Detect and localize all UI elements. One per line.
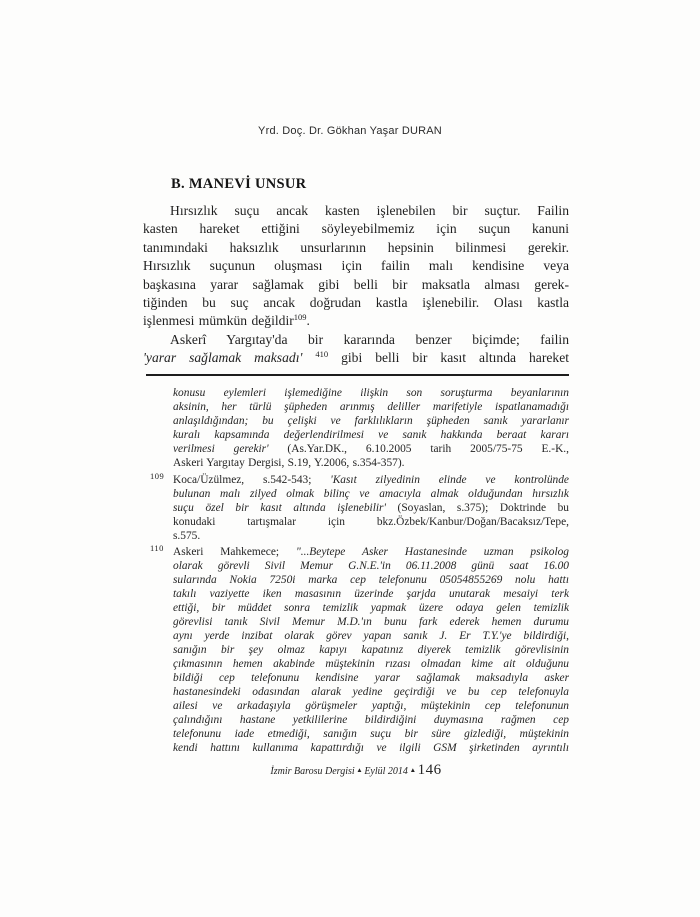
text-line (173, 545, 569, 559)
text-line (173, 699, 569, 713)
footnote-separator (146, 374, 569, 376)
text-line (173, 741, 569, 755)
text-run: telefonunu iade etmediği, sanığın suçu bir süre gizlediği, müştekinin (173, 728, 569, 740)
text-line (173, 643, 569, 657)
body-text (143, 202, 569, 368)
text-run: suçu özel bir kasıt altında işlenebilir' (173, 501, 386, 514)
text-run: 'yarar sağlamak maksadı' (143, 350, 303, 366)
footnote-item (150, 386, 569, 470)
text-line (143, 239, 569, 257)
text-run: Hırsızlık suçu ancak kasten işlenebilen bir suçtur. Failin (170, 203, 569, 218)
text-run: tanımındaki haksızlık unsurlarının hepsinin bilinmesi gerekir. (143, 239, 569, 255)
text-run: aksinin, her türlü şüpheden arınmış deliller marifetiyle ispatlanamadığı (173, 401, 569, 413)
section-heading: B. MANEVİ UNSUR (171, 176, 307, 192)
text-run: . (306, 313, 310, 329)
text-run: Askeri Yargıtay Dergisi, S.19, Y.2006, s.354-357). (173, 457, 405, 469)
triangle-icon: ▲ (407, 767, 418, 774)
triangle-icon: ▲ (354, 767, 365, 774)
text-line (173, 573, 569, 587)
text-run: konudaki tartışmalar için bkz.Özbek/Kanbur/Doğan/Bacaksız/Tepe, (173, 515, 569, 528)
text-run: verilmesi gerekir' (173, 443, 269, 455)
text-run: işlenmesi mümkün değildir (143, 313, 294, 329)
text-line (173, 456, 569, 470)
text-run: (Soyaslan, s.375); Doktrinde bu (385, 501, 569, 514)
footnotes-section (150, 386, 569, 758)
page-number: 146 (417, 762, 442, 778)
text-line (173, 713, 569, 727)
text-run: Askeri Mahkemece; (173, 546, 296, 558)
text-run: bulunan malı zilyed olmak bilinç ve amacıyla almak olduğundan hırsızlık (173, 487, 569, 500)
text-run: s.575. (173, 529, 201, 542)
text-run: hastanesindeki odasından alarak yedine geçirdiği ve bu cep telefonuyla (173, 686, 569, 698)
text-run: kasten hareket ettiğini söyleyebilmemiz için suçun kanuni (143, 221, 569, 237)
text-run: aynı yerde inzibat olarak görev yapan sanık J. Er T.Y.'ye bildirdiği, (173, 630, 569, 642)
text-run: sularında Nokia 7250i marka cep telefonunu 05054855269 nolu hattı (173, 574, 569, 586)
text-run: ettiği, bir müddet sonra temizlik yapmak üzere odaya gelen temizlik (173, 602, 569, 614)
footnote-ref: 410 (315, 349, 329, 360)
text-run: Hırsızlık suçunun oluşması için failin malı kendisine veya (143, 258, 569, 274)
text-run (302, 350, 315, 365)
text-run: görevlisi tanık Sivil Memur M.D.'ın bunu fark ederek hemen durumu (173, 616, 569, 628)
text-line (143, 349, 569, 367)
text-line (173, 386, 569, 400)
page-footer (143, 762, 569, 779)
text-line (143, 312, 569, 330)
text-run: kendi hattını kullanıma kapattırdığı ve ilgili GSM şirketinden ayrıntılı (173, 742, 569, 754)
text-run: (As.Yar.DK., 6.10.2005 tarih 2005/75-75 E.-K., (268, 443, 569, 455)
text-line (173, 615, 569, 629)
text-run: çalındığını hastane yetkililerine bildirdiğini duymasına rağmen cep (173, 714, 569, 726)
footnote-marker: 110 (150, 543, 164, 553)
text-run: olarak görevli Sivil Memur G.N.E.'in 06.11.2008 günü saat 16.00 (173, 560, 569, 572)
text-line (143, 276, 569, 294)
paragraph (143, 331, 569, 368)
text-line (173, 487, 569, 501)
text-line (173, 587, 569, 601)
text-line (143, 257, 569, 275)
text-line (173, 501, 569, 515)
journal-name: İzmir Barosu Dergisi (270, 766, 355, 777)
text-line (173, 515, 569, 529)
text-run: Koca/Üzülmez, s.542-543; (173, 473, 331, 486)
text-line (173, 601, 569, 615)
text-line (143, 220, 569, 238)
text-line (143, 294, 569, 312)
text-run: ailesi ve arkadaşıyla görüşmeler yaptığı, müştekinin cep telefonunun (173, 700, 569, 712)
text-run: gibi belli bir kasıt altında hareket (328, 350, 569, 366)
footnote-ref: 109 (293, 312, 307, 323)
text-line (173, 685, 569, 699)
text-line (173, 657, 569, 671)
text-run: kuralı kapsamında değerlendirilmesi ve sanık hakkında beraat kararı (173, 429, 569, 441)
text-run: sanığın bir şey olmaz kapıyı kapatınız diyerek temizlik görevlisinin (173, 644, 569, 656)
text-run: anlaşıldığından; bu çelişki ve farklılıkların şüpheden sanık yararlanır (173, 415, 569, 427)
text-line (173, 428, 569, 442)
text-line (143, 202, 569, 220)
footnote-item (150, 470, 569, 543)
issue-date: Eylül 2014 (364, 766, 408, 777)
text-line (173, 400, 569, 414)
text-run: takılı vaziyette iken masasının üzerinde şarjda unutarak mesaiyi terk (173, 588, 569, 600)
text-line (173, 727, 569, 741)
text-run: "...Beytepe Asker Hastanesinde uzman psikolog (295, 546, 569, 558)
paragraph (143, 202, 569, 331)
text-line (173, 414, 569, 428)
text-run: 'Kasıt zilyedinin elinde ve kontrolünde (330, 473, 569, 486)
footnote-marker: 109 (150, 470, 165, 481)
text-run: başkasına yarar sağlamak gibi belli bir maksatla alması gerek- (143, 276, 569, 292)
text-line (173, 442, 569, 456)
text-run: bildiği cep telefonunu kendisine yarar sağlamak maksadıyla asker (173, 672, 569, 684)
text-run: Askerî Yargıtay'da bir kararında benzer biçimde; failin (170, 331, 569, 347)
text-run: konusu eylemleri işlemediğine ilişkin son soruşturma beyanlarının (173, 387, 569, 399)
text-run: tiğinden bu suç ancak doğrudan kastla işlenebilir. Olası kastla (143, 294, 569, 310)
text-run: çıkmasının hemen akabinde müştekinin rızası olmadan kime ait olduğunu (173, 658, 569, 670)
text-line (173, 473, 569, 487)
text-line (173, 559, 569, 573)
text-line (173, 671, 569, 685)
text-line (173, 629, 569, 643)
running-header: Yrd. Doç. Dr. Gökhan Yaşar DURAN (258, 125, 442, 137)
footnote-item (150, 545, 569, 755)
text-line (143, 331, 569, 349)
text-line (173, 529, 569, 543)
